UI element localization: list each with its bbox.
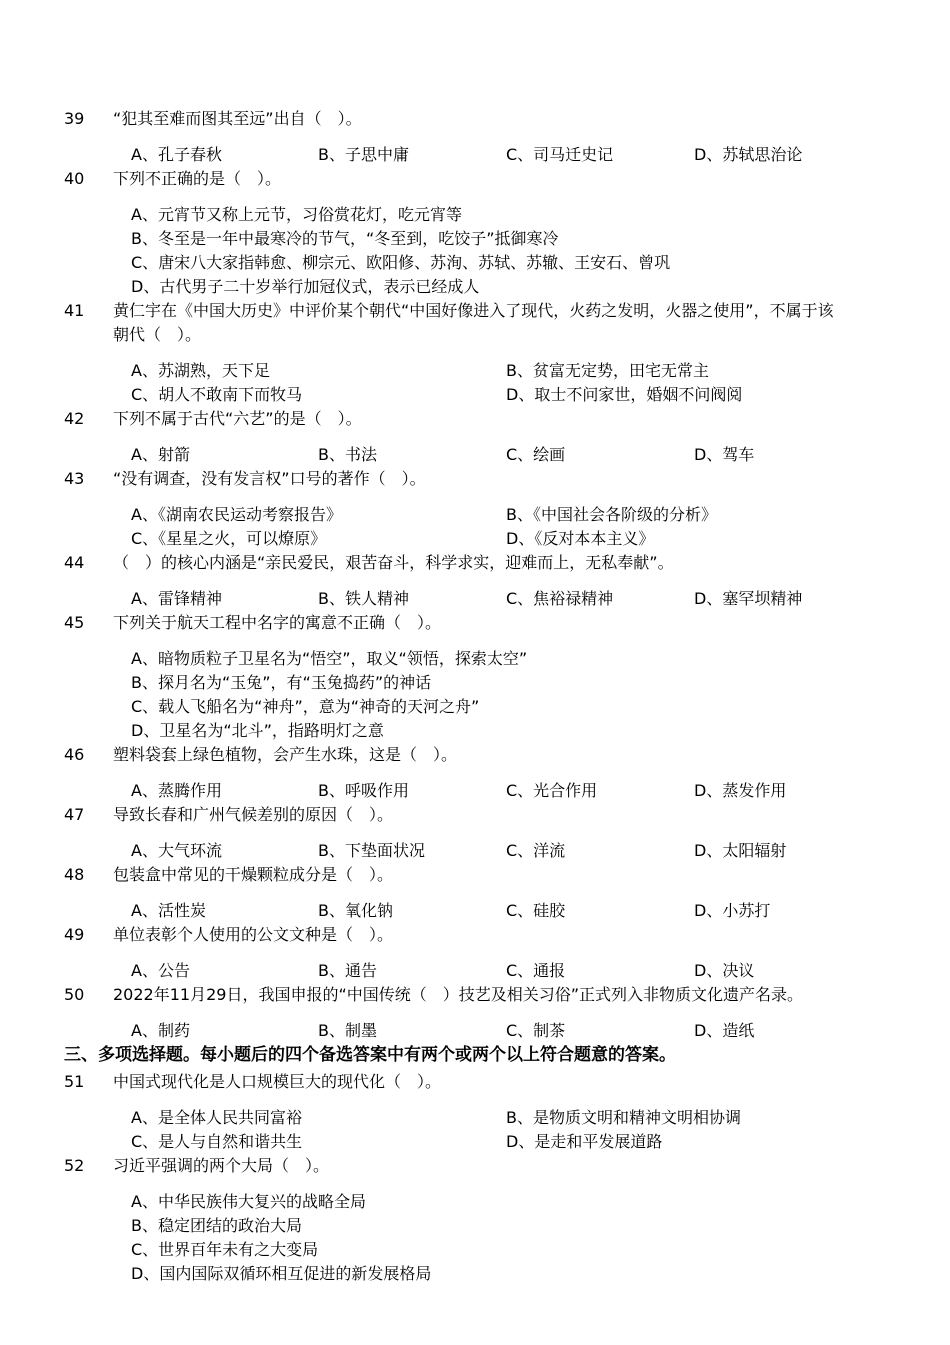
option-c[interactable]: C、通报 [506, 961, 566, 980]
option-a[interactable]: A、元宵节又称上元节，习俗赏花灯，吃元宵等 [131, 205, 462, 224]
question-text: 下列不正确的是（ ）。 [113, 169, 282, 188]
option-d[interactable]: D、小苏打 [694, 901, 771, 920]
question-number: 39 [64, 109, 85, 128]
option-d[interactable]: D、造纸 [694, 1021, 755, 1040]
question-52 [0, 1154, 950, 1286]
option-b[interactable]: B、稳定团结的政治大局 [131, 1216, 302, 1235]
option-a[interactable]: A、制药 [131, 1021, 190, 1040]
question-39 [0, 107, 950, 167]
option-b[interactable]: B、呼吸作用 [318, 781, 409, 800]
option-d[interactable]: D、驾车 [694, 445, 755, 464]
question-text: “犯其至难而图其至远”出自（ ）。 [113, 109, 362, 128]
option-c[interactable]: C、唐宋八大家指韩愈、柳宗元、欧阳修、苏洵、苏轼、苏辙、王安石、曾巩 [131, 253, 671, 272]
option-c[interactable]: C、是人与自然和谐共生 [131, 1132, 303, 1151]
option-b[interactable]: B、铁人精神 [318, 589, 409, 608]
option-b[interactable]: B、通告 [318, 961, 377, 980]
option-b[interactable]: B、贫富无定势，田宅无常主 [506, 361, 709, 380]
option-b[interactable]: B、下垫面状况 [318, 841, 425, 860]
option-a[interactable]: A、公告 [131, 961, 190, 980]
option-d[interactable]: D、塞罕坝精神 [694, 589, 803, 608]
question-41 [0, 299, 950, 407]
question-42 [0, 407, 950, 467]
question-51 [0, 1070, 950, 1154]
question-number: 41 [64, 301, 85, 320]
question-text: 单位表彰个人使用的公文文种是（ ）。 [113, 925, 394, 944]
option-b[interactable]: B、是物质文明和精神文明相协调 [506, 1108, 741, 1127]
section-heading-multiple-choice: 三、多项选择题。每小题后的四个备选答案中有两个或两个以上符合题意的答案。 [64, 1045, 676, 1065]
question-text: 塑料袋套上绿色植物，会产生水珠，这是（ ）。 [113, 745, 458, 764]
option-d[interactable]: D、《反对本本主义》 [506, 529, 655, 548]
option-b[interactable]: B、《中国社会各阶级的分析》 [506, 505, 717, 524]
option-a[interactable]: A、中华民族伟大复兴的战略全局 [131, 1192, 366, 1211]
option-a[interactable]: A、大气环流 [131, 841, 222, 860]
option-a[interactable]: A、暗物质粒子卫星名为“悟空”，取义“领悟，探索太空” [131, 649, 528, 668]
question-number: 46 [64, 745, 85, 764]
question-text: 下列关于航天工程中名字的寓意不正确（ ）。 [113, 613, 442, 632]
question-number: 40 [64, 169, 85, 188]
option-c[interactable]: C、硅胶 [506, 901, 566, 920]
option-a[interactable]: A、射箭 [131, 445, 190, 464]
question-text: 中国式现代化是人口规模巨大的现代化（ ）。 [113, 1072, 442, 1091]
option-b[interactable]: B、探月名为“玉兔”，有“玉兔捣药”的神话 [131, 673, 432, 692]
option-d[interactable]: D、取士不问家世，婚姻不问阀阅 [506, 385, 743, 404]
question-number: 45 [64, 613, 85, 632]
question-text: 导致长春和广州气候差别的原因（ ）。 [113, 805, 394, 824]
question-45 [0, 611, 950, 743]
option-d[interactable]: D、卫星名为“北斗”，指路明灯之意 [131, 721, 384, 740]
option-c[interactable]: C、司马迁史记 [506, 145, 614, 164]
option-a[interactable]: A、《湖南农民运动考察报告》 [131, 505, 342, 524]
option-c[interactable]: C、《星星之火，可以燎原》 [131, 529, 327, 548]
question-50 [0, 983, 950, 1043]
question-46 [0, 743, 950, 803]
question-44 [0, 551, 950, 611]
option-c[interactable]: C、胡人不敢南下而牧马 [131, 385, 303, 404]
option-d[interactable]: D、苏轼思治论 [694, 145, 803, 164]
option-d[interactable]: D、国内国际双循环相互促进的新发展格局 [131, 1264, 432, 1283]
question-text-continued: 朝代（ ）。 [113, 325, 202, 344]
question-number: 48 [64, 865, 85, 884]
question-number: 51 [64, 1072, 85, 1091]
question-text: （ ）的核心内涵是“亲民爱民，艰苦奋斗，科学求实，迎难而上，无私奉献”。 [113, 553, 674, 572]
question-number: 50 [64, 985, 85, 1004]
question-43 [0, 467, 950, 551]
question-40 [0, 167, 950, 299]
question-text: 黄仁宇在《中国大历史》中评价某个朝代“中国好像进入了现代，火药之发明，火器之使用”，不属于该 [113, 301, 834, 320]
option-c[interactable]: C、制茶 [506, 1021, 566, 1040]
question-text: 下列不属于古代“六艺”的是（ ）。 [113, 409, 362, 428]
option-a[interactable]: A、活性炭 [131, 901, 206, 920]
option-c[interactable]: C、绘画 [506, 445, 566, 464]
option-d[interactable]: D、太阳辐射 [694, 841, 787, 860]
question-number: 43 [64, 469, 85, 488]
question-number: 44 [64, 553, 85, 572]
option-b[interactable]: B、子思中庸 [318, 145, 409, 164]
question-text: 习近平强调的两个大局（ ）。 [113, 1156, 330, 1175]
question-49 [0, 923, 950, 983]
option-a[interactable]: A、孔子春秋 [131, 145, 222, 164]
option-d[interactable]: D、蒸发作用 [694, 781, 787, 800]
question-number: 47 [64, 805, 85, 824]
option-c[interactable]: C、世界百年未有之大变局 [131, 1240, 319, 1259]
question-text: 包装盒中常见的干燥颗粒成分是（ ）。 [113, 865, 394, 884]
question-number: 49 [64, 925, 85, 944]
option-a[interactable]: A、苏湖熟，天下足 [131, 361, 270, 380]
option-c[interactable]: C、光合作用 [506, 781, 598, 800]
option-b[interactable]: B、书法 [318, 445, 377, 464]
question-number: 42 [64, 409, 85, 428]
option-b[interactable]: B、冬至是一年中最寒冷的节气，“冬至到，吃饺子”抵御寒冷 [131, 229, 559, 248]
option-a[interactable]: A、是全体人民共同富裕 [131, 1108, 302, 1127]
question-text: 2022年11月29日，我国申报的“中国传统（ ）技艺及相关习俗”正式列入非物质文化遗产名录。 [113, 985, 804, 1004]
question-number: 52 [64, 1156, 85, 1175]
option-a[interactable]: A、蒸腾作用 [131, 781, 222, 800]
question-48 [0, 863, 950, 923]
option-d[interactable]: D、决议 [694, 961, 755, 980]
option-c[interactable]: C、焦裕禄精神 [506, 589, 614, 608]
option-d[interactable]: D、古代男子二十岁举行加冠仪式，表示已经成人 [131, 277, 480, 296]
question-47 [0, 803, 950, 863]
option-c[interactable]: C、洋流 [506, 841, 566, 860]
option-d[interactable]: D、是走和平发展道路 [506, 1132, 663, 1151]
option-b[interactable]: B、制墨 [318, 1021, 377, 1040]
option-a[interactable]: A、雷锋精神 [131, 589, 222, 608]
option-c[interactable]: C、载人飞船名为“神舟”，意为“神奇的天河之舟” [131, 697, 480, 716]
option-b[interactable]: B、氧化钠 [318, 901, 393, 920]
question-text: “没有调查，没有发言权”口号的著作（ ）。 [113, 469, 426, 488]
